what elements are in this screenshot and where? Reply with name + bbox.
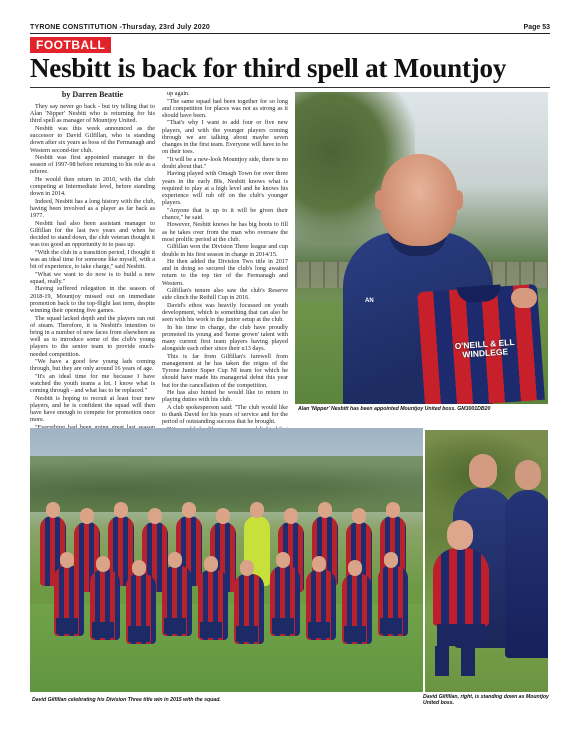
article-paragraph: Indeed, Nesbitt has a long history with the club, having been involved as a player as far back as 1977. — [30, 197, 155, 220]
jersey-sponsor-logo: O'NEILL & ELL WINDLEGE — [454, 336, 515, 360]
player-head — [168, 552, 182, 568]
young-player-head — [447, 520, 473, 550]
article-paragraph: up again. — [167, 90, 190, 97]
player-shorts — [128, 626, 150, 642]
headline: Nesbitt is back for third spell at Mountjoy — [30, 53, 507, 83]
player-head — [216, 508, 230, 524]
article-paragraph: Nesbitt was this week announced as the successor to David Gilfillan, who is standing down after six years as boss of the Fermanagh and Western second-tier club. — [30, 124, 155, 154]
team-player-front-row — [306, 570, 336, 640]
article-paragraph: In his time in charge, the club have proudly promoted its young and 'home grown' talent with many current first team players having played alongside each other since their u13 days. — [162, 323, 288, 353]
article-paragraph: They say never go back - but try telling that to Alan 'Nipper' Nesbitt who is returning for his third spell as manager of Mountjoy United. — [30, 103, 155, 125]
team-player-front-row — [378, 566, 408, 636]
article-paragraph: Nesbitt was first appointed manager in the season of 1997-98 before returning to his role as a referee. — [30, 154, 155, 176]
team-celebration-photo — [30, 428, 423, 692]
article-paragraph: "The same squad had been together for so long and competition for places was not as strong as it should have been. — [162, 97, 288, 119]
player-head — [352, 508, 366, 524]
player-head — [348, 560, 362, 576]
publication-line: TYRONE CONSTITUTION -Thursday, 23rd July 2020 — [30, 24, 211, 31]
article-paragraph: Having suffered relegation in the season of 2018-19, Mountjoy missed out on immediate promotion back to the top-flight last term, despite winning their opening five games. — [30, 285, 155, 315]
article-paragraph: The squad lacked depth and the players ran out of steam. Therefore, it is Nesbitt's intention to bring in a number of new faces from elsewhere as well as to introduce some of the club's young players to the senior team to provide much-needed competition. — [30, 314, 155, 358]
team-photo-caption: David Gilfillan celebrating his Division Three title win in 2015 with the squad. — [32, 697, 221, 703]
gilfillan-head — [515, 460, 541, 490]
player-head — [240, 560, 254, 576]
article-paragraph: This is far from Gilfillan's farewell from management at he has taken the reigns of the Tyrone Junior Super Cup NI team for which he should have made his managerial debut this year but for the cancellation of the competition. — [162, 352, 288, 389]
player-head — [384, 552, 398, 568]
gilfillan-photo-caption: David Gilfillan, right, is standing down as Mountjoy United boss. — [423, 694, 549, 707]
gilfillan-figure — [505, 490, 548, 658]
player-shorts — [200, 622, 222, 638]
player-head — [114, 502, 128, 518]
player-shorts — [380, 618, 402, 634]
column-2-body — [162, 90, 288, 447]
player-shorts — [92, 622, 114, 638]
article-paragraph: A club spokesperson said: "The club would like to thank David for his years of service and for the period of outstanding success that he brought. — [162, 403, 288, 426]
player-head — [182, 502, 196, 518]
article-paragraph: "What we want to do now is to build a new squad, really." — [30, 270, 155, 285]
young-player-socks — [435, 646, 485, 676]
article-paragraph: "We have a good few young lads coming through, but they are only around 16 years of age. — [30, 358, 155, 373]
article-paragraph: Gilfillan's tenure also saw the club's Reserve side clinch the Reihill Cup in 2016. — [162, 287, 288, 302]
article-paragraph: Having played with Omagh Town for over three years in the early 80s, Nesbitt knows what is required to play at a high level and he knows his experience will rub off on the club's younger players. — [162, 170, 288, 207]
article-paragraph: "It will be a new-look Mountjoy side, there is no doubt about that." — [162, 155, 288, 170]
article-paragraph: "Anyone that is up to it will be given their chance," he said. — [162, 206, 288, 221]
team-player-front-row — [162, 566, 192, 636]
team-player-front-row — [234, 574, 264, 644]
gilfillan-photo — [425, 430, 548, 692]
photo-trees — [30, 456, 423, 512]
article-paragraph: "That's why I want to add four or five new players, and with the younger players coming through we are talking about maybe seven changes in the first team. Everyone will have to be on their toes. — [162, 119, 288, 156]
player-head — [250, 502, 264, 518]
man-head — [469, 454, 497, 488]
article-paragraph: He then added the Division Two title in 2017 and in doing so secured the club's long awaited return to the top tier of the Fermanagh and Western. — [162, 258, 288, 287]
player-shorts — [236, 626, 258, 642]
player-head — [318, 502, 332, 518]
team-player-front-row — [126, 574, 156, 644]
article-paragraph: "It's an ideal time for me because I have watched the youth teams a lot. I know what is coming through - and what has to be replaced." — [30, 372, 155, 395]
player-shorts — [272, 618, 294, 634]
player-head — [312, 556, 326, 572]
player-head — [148, 508, 162, 524]
article-column-1 — [30, 90, 155, 446]
byline: by Darren Beattie — [61, 90, 124, 99]
section-label: FOOTBALL — [30, 37, 111, 53]
article-paragraph: "With the club in a transition period, I thought it was an ideal time for someone like myself, with a bit of experience, to take charge," said Nesbitt. — [30, 248, 155, 271]
player-head — [204, 556, 218, 572]
nesbitt-photo — [295, 92, 548, 404]
article-paragraph: Nesbitt is hoping to recruit at least four new players, and he is confident the squad will then have have enough to compete for promotion once more. — [30, 394, 155, 424]
player-head — [386, 502, 400, 518]
player-head — [80, 508, 94, 524]
article-paragraph: However, Nesbitt knows he has big boots to fill as he takes over from the man who oversaw the most prolific period at the club. — [162, 221, 288, 243]
player-head — [276, 552, 290, 568]
player-head — [284, 508, 298, 524]
player-head — [46, 502, 60, 518]
player-shorts — [164, 618, 186, 634]
team-player-front-row — [342, 574, 372, 644]
player-shorts — [56, 618, 78, 634]
article-paragraph: He has also hinted he would like to return to playing duties with his club. — [162, 389, 288, 404]
article-paragraph: Gilfillan won the Division Three league and cup double in his first season in charge in 2014/15. — [162, 243, 288, 258]
article-paragraph: He would then return in 2010, with the club competing at Intermediate level, before standing down in 2014. — [30, 175, 155, 198]
player-head — [132, 560, 146, 576]
article-column-2 — [162, 90, 288, 448]
article-paragraph: David's ethos was heavily focussed on youth development, which is something that can also be seen with his work in the junior setup at the club. — [162, 301, 288, 324]
headline-rule — [30, 87, 550, 88]
nesbitt-photo-caption: Alan 'Nipper' Nesbitt has been appointed Mountjoy United boss. GM3001DB20 — [298, 406, 491, 412]
player-head — [60, 552, 74, 568]
team-player-front-row — [90, 570, 120, 640]
player-shorts — [308, 622, 330, 638]
player-shorts — [344, 626, 366, 642]
young-player — [433, 548, 489, 626]
manager-head — [381, 154, 457, 246]
manager-hand — [511, 288, 537, 308]
article-paragraph: Nesbitt had also been assistant manager to Gilfillan for the last two years and when he decided to stand down, the club veteran thought it was too good an opportunity to to pass up. — [30, 219, 155, 249]
young-player-shorts — [437, 624, 485, 646]
page-number: Page 53 — [523, 24, 550, 31]
team-player-front-row — [54, 566, 84, 636]
masthead-rule — [30, 33, 550, 34]
player-head — [96, 556, 110, 572]
team-player-front-row — [198, 570, 228, 640]
jacket-initials: AN — [365, 298, 374, 304]
team-player-front-row — [270, 566, 300, 636]
column-1-body — [30, 103, 155, 445]
